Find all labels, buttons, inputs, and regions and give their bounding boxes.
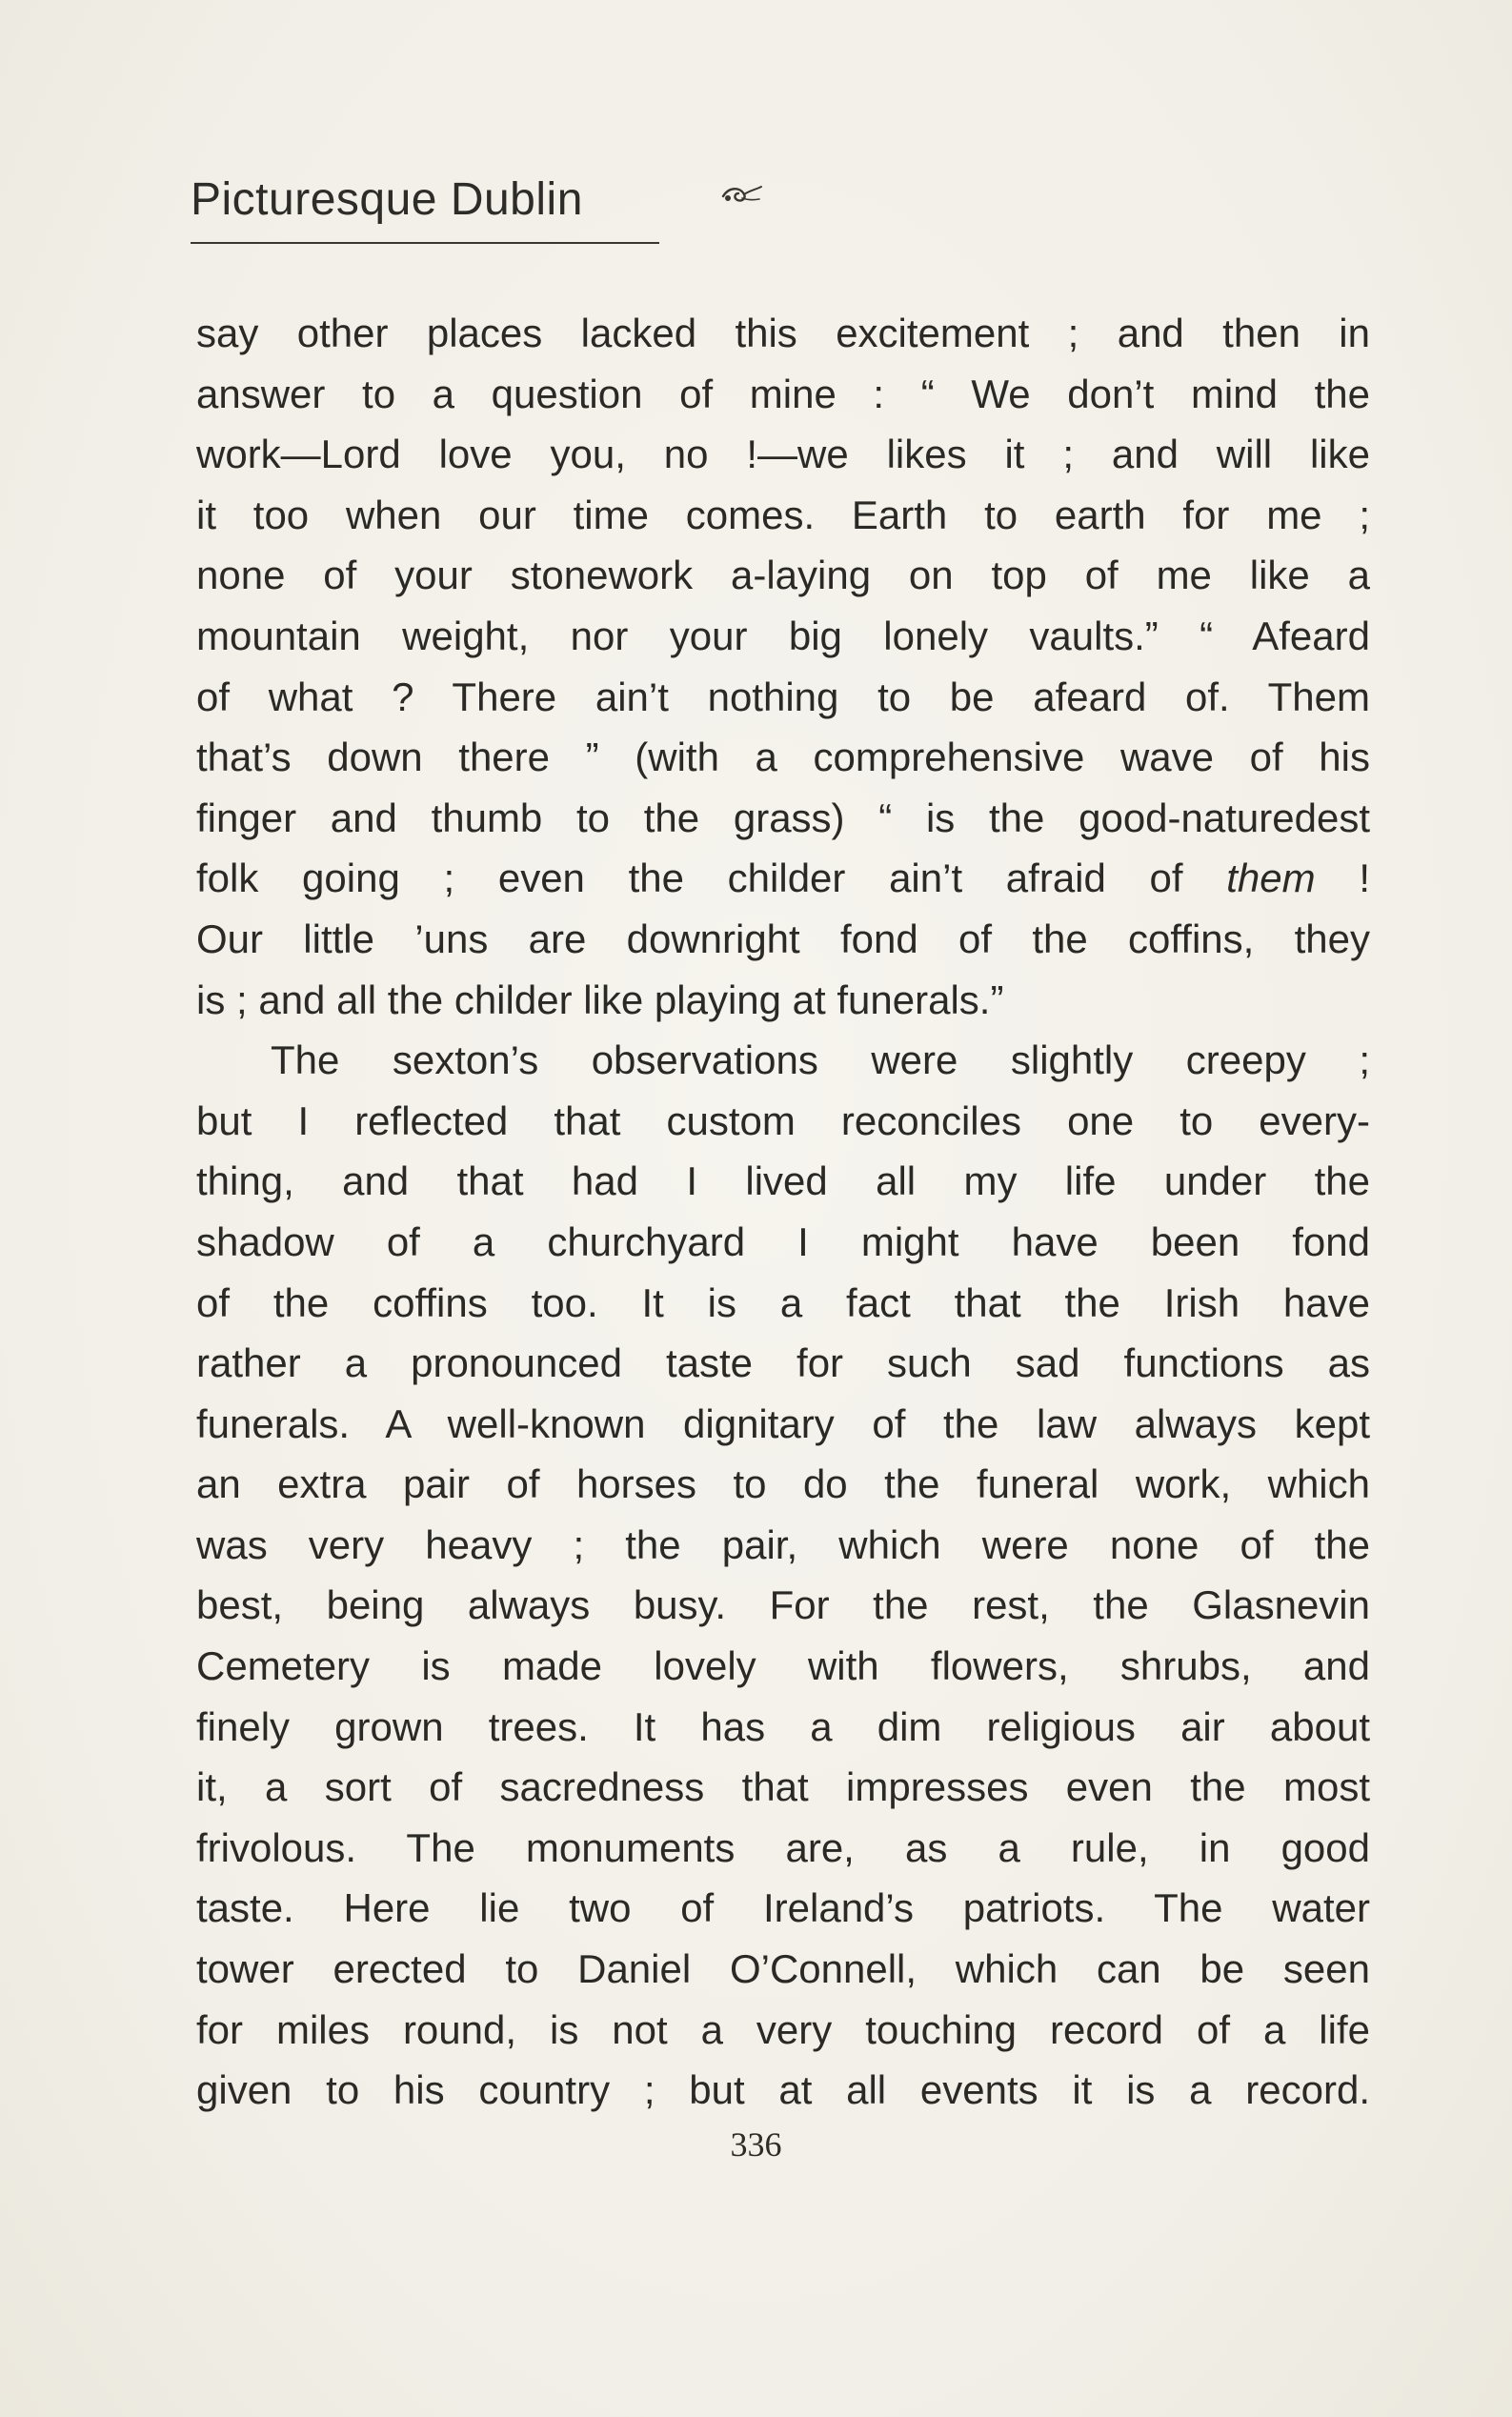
text-line: but I reflected that custom reconciles one to every- [196,1098,1370,1143]
page-number: 336 [730,2125,782,2164]
italic-word: them [1226,856,1316,901]
text-line: taste. Here lie two of Ireland’s patriots. The water [196,1885,1370,1931]
running-header [191,170,667,231]
text-line: is ; and all the childer like playing at funerals.” [196,977,1004,1022]
text-line: answer to a question of mine : “ We don’t mind the [196,371,1370,416]
text-line: rather a pronounced taste for such sad functions as [196,1340,1370,1386]
text-line: best, being always busy. For the rest, the Glasnevin [196,1582,1370,1628]
text-line: finger and thumb to the grass) “ is the good-naturedest [196,795,1370,840]
text-line: Our little ’uns are downright fond of the coffins, they [196,916,1370,961]
text-line: finely grown trees. It has a dim religious air about [196,1703,1370,1749]
text-line: for miles round, is not a very touching record of a life [196,2006,1370,2052]
paragraph-start-line: The sexton’s observations were slightly creepy ; [271,1037,1370,1083]
line-prefix: folk going ; even the childer ain’t afraid of [196,856,1227,901]
text-line: tower erected to Daniel O’Connell, which can be seen [196,1946,1370,1992]
text-line: shadow of a churchyard I might have been fond [196,1219,1370,1264]
fleuron-icon [719,181,763,210]
text-line: funerals. A well-known dignitary of the law always kept [196,1400,1370,1446]
text-line: an extra pair of horses to do the funeral work, which [196,1461,1370,1507]
header-rule [191,242,659,244]
text-line: work—Lord love you, no !—we likes it ; and will like [196,432,1370,477]
text-line: none of your stonework a-laying on top of me like a [196,553,1370,598]
text-line: it too when our time comes. Earth to earth for me ; [196,492,1370,537]
text-line: given to his country ; but at all events it is a record. [196,2067,1370,2113]
text-line: was very heavy ; the pair, which were none of the [196,1521,1370,1567]
body-text [196,303,1370,2121]
text-line: thing, and that had I lived all my life under the [196,1158,1370,1204]
text-line: frivolous. The monuments are, as a rule, in good [196,1824,1370,1870]
text-line: say other places lacked this excitement ; and then in [196,311,1370,355]
text-line: of the coffins too. It is a fact that the Irish have [196,1279,1370,1325]
text-line: it, a sort of sacredness that impresses even the most [196,1764,1370,1810]
text-line: that’s down there ” (with a comprehensive wave of his [196,735,1370,780]
text-line-with-italic [196,848,1370,909]
line-suffix: ! [1315,856,1370,901]
text-line: mountain weight, nor your big lonely vaults.” “ Afeard [196,613,1370,658]
text-line: of what ? There ain’t nothing to be afeard of. Them [196,674,1370,719]
text-line: Cemetery is made lovely with flowers, shrubs, and [196,1643,1370,1689]
running-title: Picturesque Dublin [191,174,583,225]
